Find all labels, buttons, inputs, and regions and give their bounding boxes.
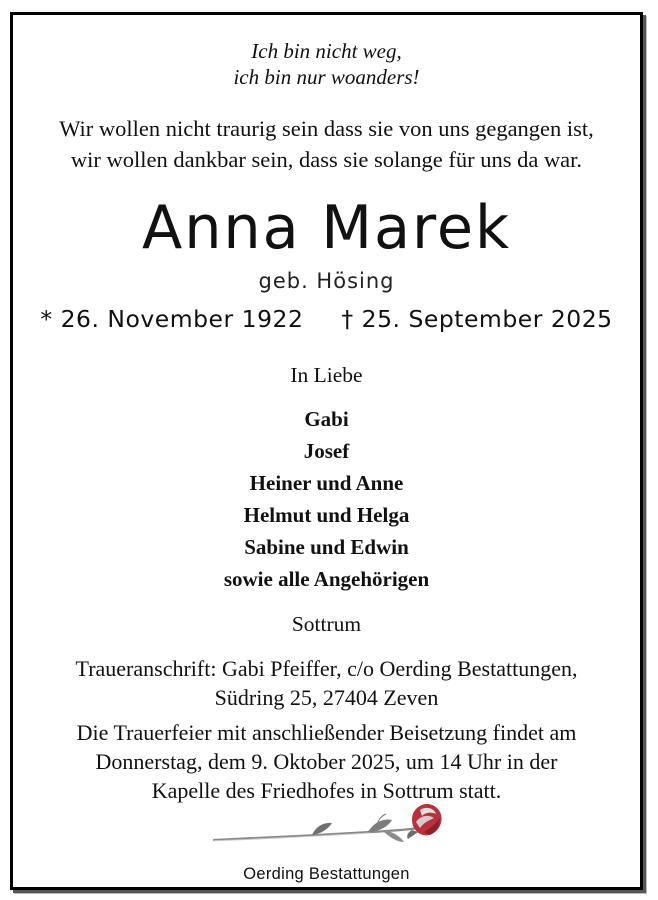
mourner-name: sowie alle Angehörigen <box>223 567 430 591</box>
rose-icon <box>200 792 460 860</box>
verse-line-2: wir wollen dankbar sein, dass sie solange für uns da war. <box>70 147 583 172</box>
mourners-intro: In Liebe <box>290 363 363 387</box>
ceremony-line-2: Donnerstag, dem 9. Oktober 2025, um 14 Uhr in der <box>95 749 558 774</box>
mourner-name: Josef <box>303 439 350 463</box>
death-date: † 25. September 2025 <box>341 305 613 333</box>
mourners-place: Sottrum <box>291 612 362 636</box>
ceremony-line-3: Kapelle des Friedhofes in Sottrum statt. <box>151 778 502 803</box>
address-line-2: Südring 25, 27404 Zeven <box>214 685 439 710</box>
life-dates <box>13 305 640 333</box>
birth-date: * 26. November 1922 <box>40 305 304 333</box>
birth-name: geb. Hösing <box>258 269 395 293</box>
mourner-name: Helmut und Helga <box>243 503 410 527</box>
mourner-name: Heiner und Anne <box>249 471 404 495</box>
mourner-name: Sabine und Edwin <box>244 535 409 559</box>
motto-line-2: ich bin nur woanders! <box>233 65 420 89</box>
address-line-1: Traueranschrift: Gabi Pfeiffer, c/o Oerding Bestattungen, <box>75 656 578 681</box>
verse-line-1: Wir wollen nicht traurig sein dass sie von uns gegangen ist, <box>59 116 594 141</box>
mourner-name: Gabi <box>304 407 349 431</box>
obituary-frame <box>10 12 643 890</box>
funeral-home-name: Oerding Bestattungen <box>243 865 410 883</box>
motto-line-1: Ich bin nicht weg, <box>251 39 402 63</box>
ceremony-line-1: Die Trauerfeier mit anschließender Beisetzung findet am <box>76 720 577 745</box>
deceased-name: Anna Marek <box>142 193 511 263</box>
